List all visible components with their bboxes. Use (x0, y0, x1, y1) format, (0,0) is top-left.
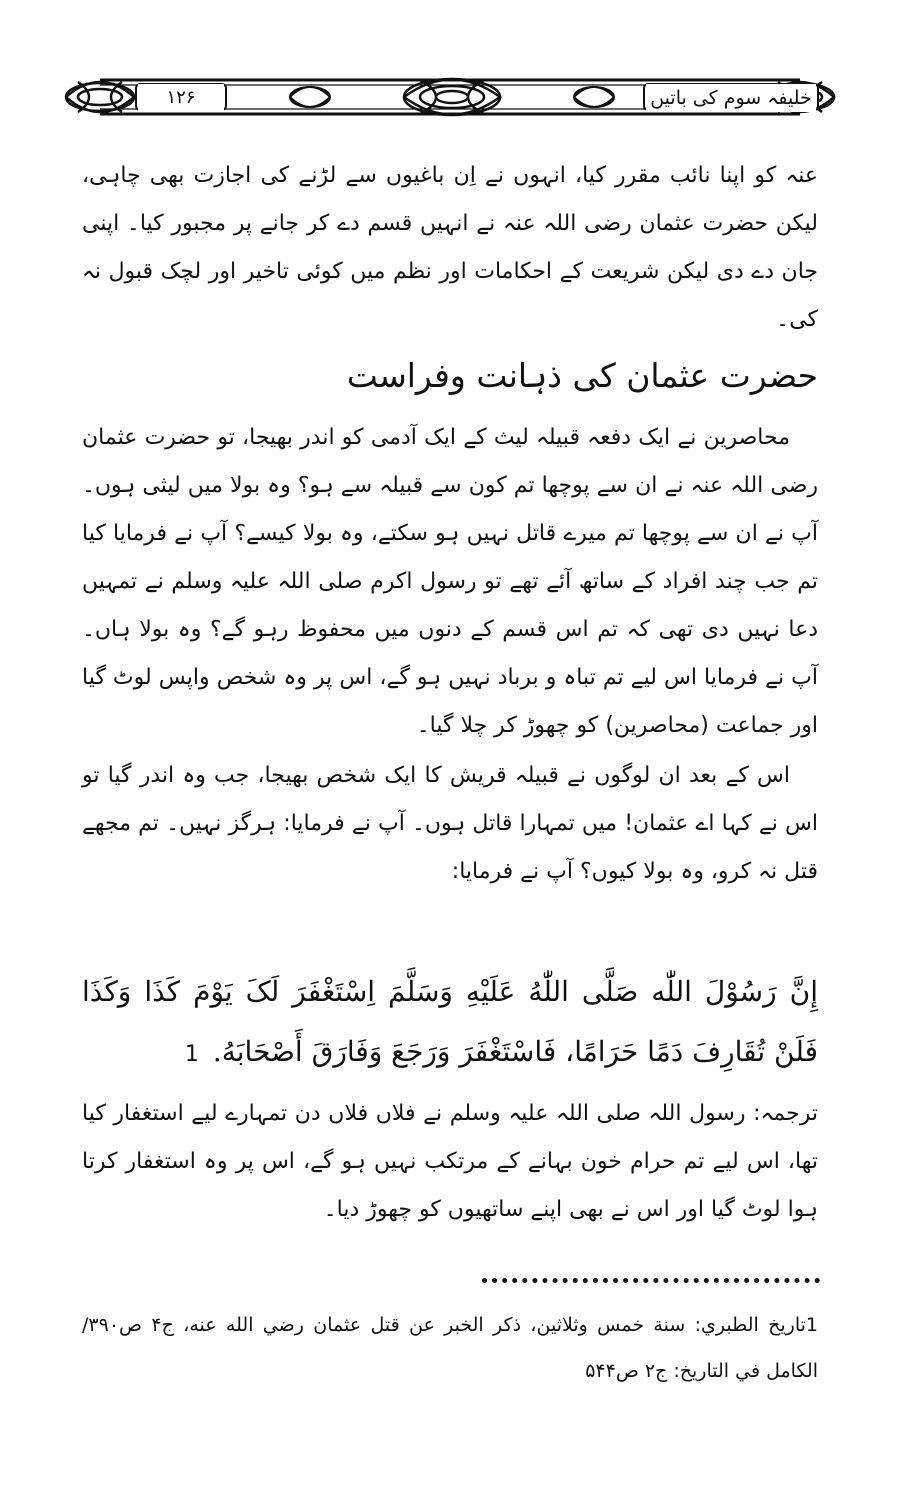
arabic-quote: إِنَّ رَسُوْلَ اللّٰه صَلَّى اللّٰهُ عَلَيْهِ وَسَلَّمَ اِسْتَغْفَرَ لَکَ يَوْمَ كَذَا وَكَذَا فَلَنْ تُقَارِفَ دَمًا حَرَامًا، فَاسْتَغْفَرَ وَرَجَعَ وَفَارَقَ أَصْحَابَهُ. (82, 975, 818, 1068)
paragraph-1: عنہ کو اپنا نائب مقرر کیا، انہوں نے اِن باغیوں سے لڑنے کی اجازت بھی چاہی، لیکن حضرت عثمان رضی اللہ عنہ نے انہیں قسم دے کر جانے پر مجبور کیا۔ اپنی جان دے دی لیکن شریعت کے احکامات اور نظم میں کوئی تاخیر اور لچک قبول نہ کی۔ (82, 163, 818, 332)
translation-paragraph: ترجمہ: رسول اللہ صلی اللہ علیہ وسلم نے فلاں فلاں دن تمہارے لیے استغفار کیا تھا، اس لیے تم حرام خون بہانے کے مرتکب نہیں ہو گے، اس پر وہ استغفار کرتا ہوا لوٹ گیا اور اس نے بھی اپنے ساتھیوں کو چھوڑ دیا۔ (82, 1101, 818, 1222)
paragraph-3: اس کے بعد ان لوگوں نے قبیلہ قریش کا ایک شخص بھیجا، جب وہ اندر گیا تو اس نے کہا اے عثمان! میں تمہارا قاتل ہوں۔ آپ نے فرمایا: ہرگز نہیں۔ تم مجھے قتل نہ کرو، وہ بولا کیوں؟ آپ نے فرمایا: (82, 763, 818, 884)
paragraph-3-container (82, 752, 818, 896)
translation-container (82, 1090, 818, 1234)
running-title: خلیفہ سوم کی باتیں (646, 84, 816, 112)
paragraph-2-container (82, 414, 818, 750)
footnote-divider (482, 1278, 820, 1283)
footnote-container (82, 1302, 818, 1394)
page-number: ۱۲۶ (138, 84, 224, 112)
footnote-text: 1تاريخ الطبري: سنة خمس وثلاثين، ذكر الخبر عن قتل عثمان رضي الله عنه، ج۴ ص۳۹۰/ الكامل في التاريخ: ج۲ ص۵۴۴ (82, 1314, 819, 1382)
arabic-quote-container (82, 962, 818, 1085)
paragraph-2: محاصرین نے ایک دفعہ قبیلہ لیث کے ایک آدمی کو اندر بھیجا، تو حضرت عثمان رضی اللہ عنہ نے ان سے پوچھا تم کون سے قبیلہ سے ہو؟ وہ بولا میں لیثی ہوں۔ آپ نے ان سے پوچھا تم میرے قاتل نہیں ہو سکتے، وہ بولا کیسے؟ آپ نے فرمایا کیا تم جب چند افراد کے ساتھ آئے تھے تو رسول اکرم صلی اللہ علیہ وسلم نے تمہیں دعا نہیں دی تھی کہ تم اس قسم کے دنوں میں محفوظ رہو گے؟ وہ بولا ہاں۔ آپ نے فرمایا اس لیے تم تباہ و برباد نہیں ہو گے، اس پر وہ شخص واپس لوٹ گیا اور جماعت (محاصرین) کو چھوڑ کر چلا گیا۔ (82, 425, 818, 738)
footnote-marker: 1 (184, 1042, 199, 1067)
left-knot-ornament (66, 82, 134, 112)
paragraph-1-container (82, 152, 818, 344)
page-header (60, 72, 840, 122)
section-heading: حضرت عثمان کی ذہانت وفراست (346, 356, 818, 395)
